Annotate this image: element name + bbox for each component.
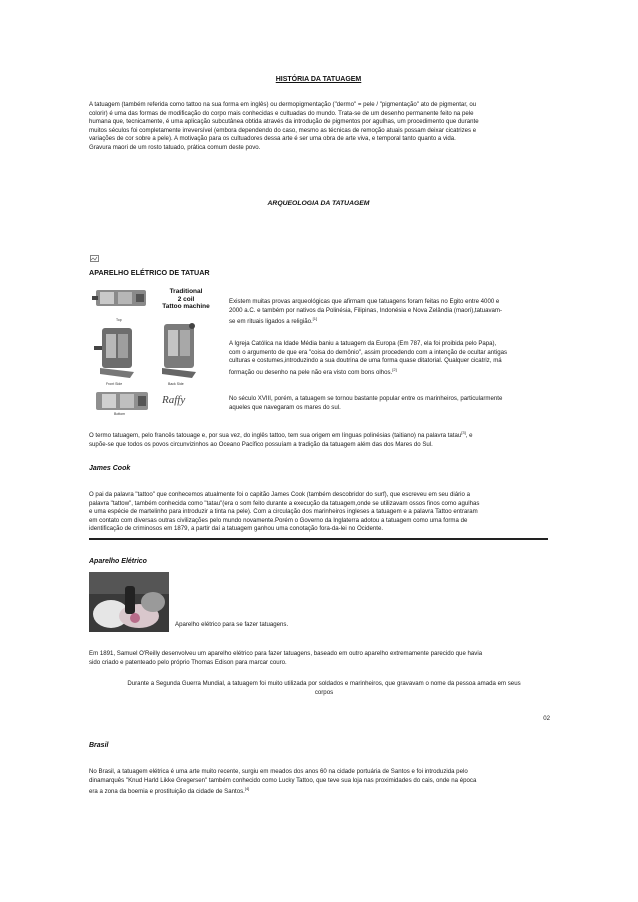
broken-image-icon	[90, 249, 99, 256]
image-title-line-1: Traditional	[169, 288, 203, 295]
side-b-line-1: A Igreja Católica na Idade Média baniu a tatuagem da Europa (Em 787, ela foi proibida pelo Papa),	[229, 340, 497, 347]
side-b-line-3: culturas e costumes,introduzindo a sua doutrina de uma forma quase ditatorial. Qualquer cicatriz, má	[229, 357, 502, 365]
image-title-text	[150, 288, 222, 311]
tattoo-machine-image	[92, 286, 222, 418]
war-line-1: Durante a Segunda Guerra Mundial, a tatuagem foi muito utilizada por soldados e marinheiros, que gravavam o nome da pessoa amada em seus	[127, 680, 521, 687]
war-paragraph	[89, 680, 559, 697]
label-bottom: Bottom	[114, 412, 126, 416]
oreilly-line-2: sido criado e patenteado pelo próprio Thomas Edison para marcar couro.	[89, 658, 287, 666]
war-line-2: corpos	[314, 688, 334, 696]
origin-line-2: supõe-se que todos os povos circunvizinhos ao Oceano Pacífico possuíam a tradição da tatuagem além das dos Mares do Sul.	[89, 440, 433, 448]
side-c-line-2: aqueles que navegaram os mares do sul.	[229, 403, 341, 411]
brasil-heading: Brasil	[89, 742, 109, 749]
brasil-paragraph	[89, 768, 559, 797]
image-title-line-3: Tattoo machine	[162, 303, 210, 310]
side-paragraph-1	[229, 298, 559, 327]
cook-line-2: palavra "tattow", também conhecida como "tatau"(era o som feito durante a execução da tatuagem,onde se utilizavam ossos finos como agulhas	[89, 499, 480, 507]
side-b-line-4: formação ou desenho na pele não era visto com bons olhos.[2]	[229, 366, 397, 376]
brasil-line-2: dinamarquês "Knud Harld Likke Gregersen" também conhecido como Lucky Tattoo, que teve sua loja nas proximidades do cais, onde na época	[89, 776, 477, 784]
image-title-line-2: 2 coil	[177, 295, 195, 303]
intro-line-6: Gravura maori de um rosto tatuado, prática comum deste povo.	[89, 143, 261, 151]
side-b-line-2: com o argumento de que era "coisa do demônio", assim procedendo com a intenção de ocultar antigas	[229, 348, 508, 356]
intro-line-3: humana que, tecnicamente, é uma aplicação subcutânea obtida através da introdução de pigmentos por agulhas, um procedimento que durante	[89, 118, 479, 126]
label-back-side: Back Side	[168, 382, 184, 386]
side-c-line-1: No século XVIII, porém, a tatuagem se tornou bastante popular entre os marinheiros, particularmente	[229, 395, 503, 402]
intro-paragraph	[89, 101, 559, 153]
intro-line-4: muitos séculos foi completamente irreversível (embora dependendo do caso, mesmo as técnicas de remoção atuais possam deixar cicatrizes e	[89, 126, 477, 134]
intro-line-5: variações de cor sobre a pele). A motivação para os cultuadores dessa arte é ser uma obra de arte viva, e temporal tanto quanto a vida.	[89, 135, 456, 143]
page-title: HISTÓRIA DA TATUAGEM	[275, 76, 362, 83]
cook-heading: James Cook	[89, 465, 131, 472]
cook-line-1: O pai da palavra "tattoo" que conhecemos atualmente foi o capitão James Cook (também descobridor do surf), que escreveu em seu diário a	[89, 491, 470, 498]
cook-line-5: identificação de criminosos em 1879, a partir daí a tatuagem ganhou uma conotação fora-da-lei no Ocidente.	[89, 525, 384, 533]
machine-heading: APARELHO ELÉTRICO DE TATUAR	[89, 268, 210, 277]
electric-heading: Aparelho Elétrico	[89, 558, 147, 565]
section-divider	[89, 538, 548, 540]
artist-signature: Raffy	[162, 394, 186, 406]
brasil-line-3: era a zona da boemia e prostituição da cidade de Santos.[4]	[89, 786, 250, 796]
archaeology-title: ARQUEOLOGIA DA TATUAGEM	[267, 200, 370, 207]
oreilly-paragraph	[89, 650, 559, 667]
tattoo-machine-photo	[89, 572, 169, 632]
label-top: Top	[116, 318, 122, 322]
cook-paragraph	[89, 491, 559, 534]
side-a-line-2: 2000 a.C. e também por nativos da Polinésia, Filipinas, Indonésia e Nova Zelândia (maori),tatuavam-	[229, 306, 503, 314]
intro-line-2: colorir) é uma das formas de modificação do corpo mais conhecidas e cultuadas do mundo. Trata-se de um desenho permanente feito na pele	[89, 109, 474, 117]
cook-line-3: e uma espécie de martelinho para introduzir a tinta na pele). Com a circulação dos marinheiros ingleses a tatuagem e a palavra Tattoo entraram	[89, 508, 478, 516]
page-number: 02	[543, 715, 550, 722]
label-front-side: Front Side	[106, 382, 123, 386]
origin-line-1: O termo tatuagem, pelo francês tatouage e, por sua vez, do inglês tattoo, tem sua origem em línguas polinésias (taitiano) na palavra tatau[3], e	[89, 430, 473, 440]
side-paragraph-3	[229, 395, 559, 412]
side-paragraph-2	[229, 340, 559, 377]
intro-line-1: A tatuagem (também referida como tattoo na sua forma em inglês) ou dermopigmentação ("dermo" = pele / "pigmentação" ato de pigmentar, ou	[89, 101, 477, 108]
side-a-line-3: se em rituais ligados a religião.[1]	[229, 316, 318, 326]
oreilly-line-1: Em 1891, Samuel O'Reilly desenvolveu um aparelho elétrico para fazer tatuagens, baseado em outro aparelho extremamente parecido que havia	[89, 650, 483, 657]
cook-line-4: em contato com diversas outras civilizações pelo mundo novamente.Porém o Governo da Inglaterra adotou a tatuagem como uma forma de	[89, 516, 468, 524]
brasil-line-1: No Brasil, a tatuagem elétrica é uma arte muito recente, surgiu em meados dos anos 60 na cidade portuária de Santos e foi introduzida pelo	[89, 768, 468, 775]
photo-caption: Aparelho elétrico para se fazer tatuagens.	[175, 621, 289, 628]
origin-paragraph	[89, 429, 559, 449]
side-a-line-1: Existem muitas provas arqueológicas que afirmam que tatuagens foram feitas no Egito entre 4000 e	[229, 298, 500, 305]
